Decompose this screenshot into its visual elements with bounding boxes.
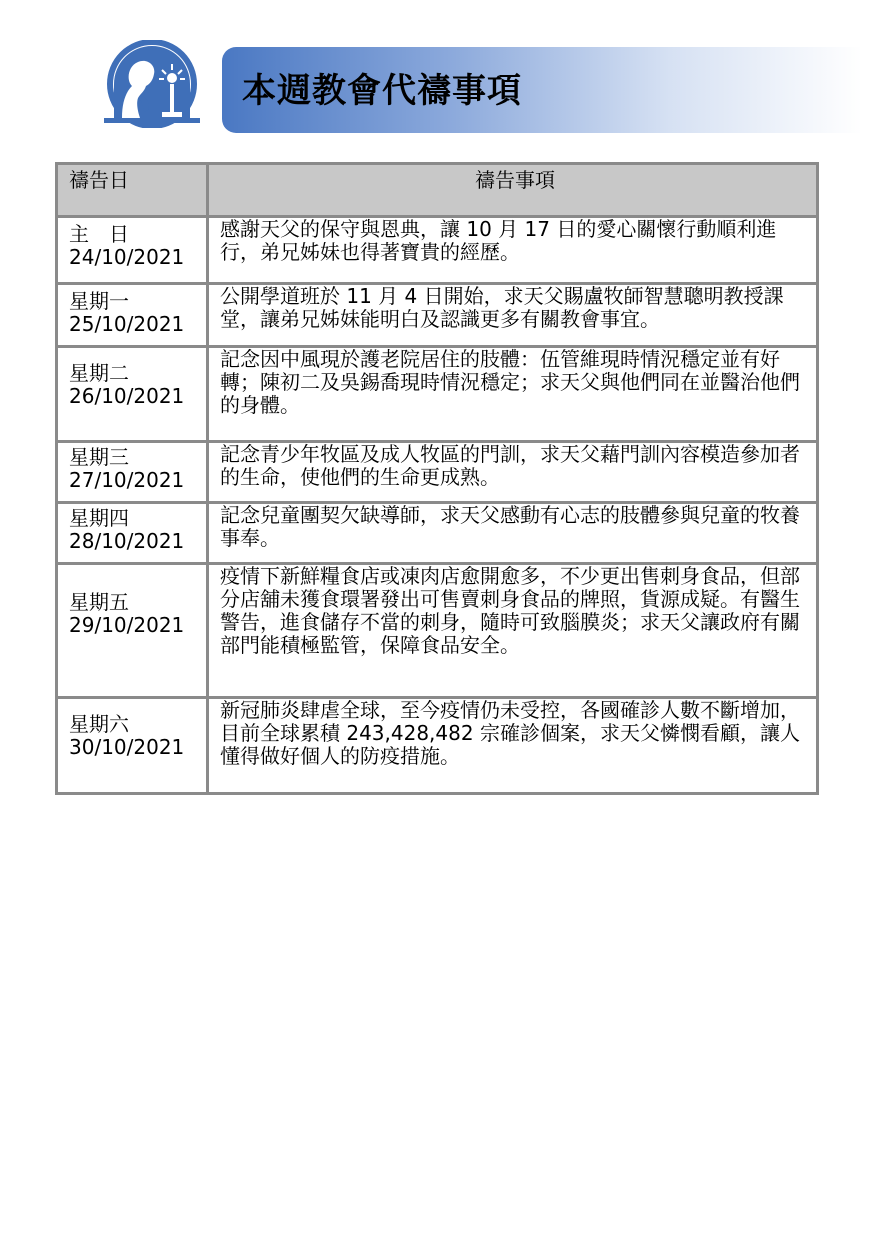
day-cell xyxy=(57,698,208,794)
day-date: 29/10/2021 xyxy=(69,613,185,637)
day-date: 30/10/2021 xyxy=(69,735,185,759)
header-prayer-item: 禱告事項 xyxy=(208,164,818,217)
day-name: 星期四 xyxy=(69,506,129,530)
day-cell xyxy=(57,217,208,284)
table-row xyxy=(57,442,818,503)
day-name: 星期二 xyxy=(69,361,129,385)
day-name: 星期五 xyxy=(69,590,129,614)
table-row xyxy=(57,698,818,794)
day-cell xyxy=(57,284,208,347)
day-cell xyxy=(57,503,208,564)
prayer-text: 新冠肺炎肆虐全球，至今疫情仍未受控，各國確診人數不斷增加，目前全球累積 243,428,482 宗確診個案，求天父憐憫看顧，讓人懂得做好個人的防疫措施。 xyxy=(208,698,818,794)
prayer-text: 公開學道班於 11 月 4 日開始，求天父賜盧牧師智慧聰明教授課堂，讓弟兄姊妹能明白及認識更多有關教會事宜。 xyxy=(208,284,818,347)
prayer-text: 感謝天父的保守與恩典，讓 10 月 17 日的愛心關懷行動順利進行，弟兄姊妹也得著寶貴的經歷。 xyxy=(208,217,818,284)
day-cell xyxy=(57,347,208,442)
table-row xyxy=(57,564,818,698)
prayer-text: 記念因中風現於護老院居住的肢體：伍管維現時情況穩定並有好轉；陳初二及吳錫喬現時情況穩定；求天父與他們同在並醫治他們的身體。 xyxy=(208,347,818,442)
prayer-text: 記念兒童團契欠缺導師，求天父感動有心志的肢體參與兒童的牧養事奉。 xyxy=(208,503,818,564)
table-row xyxy=(57,347,818,442)
day-date: 28/10/2021 xyxy=(69,529,185,553)
day-name: 主 日 xyxy=(69,222,129,246)
day-cell xyxy=(57,564,208,698)
title-banner xyxy=(222,47,862,133)
table-header-row xyxy=(57,164,818,217)
prayer-text: 疫情下新鮮糧食店或凍肉店愈開愈多，不少更出售刺身食品，但部分店舖未獲食環署發出可售賣刺身食品的牌照，貨源成疑。有醫生警告，進食儲存不當的刺身，隨時可致腦膜炎；求天父讓政府有關部門能積極監管，保障食品安全。 xyxy=(208,564,818,698)
day-cell xyxy=(57,442,208,503)
day-name: 星期一 xyxy=(69,289,129,313)
table-row xyxy=(57,217,818,284)
table-row xyxy=(57,503,818,564)
prayer-table xyxy=(55,162,819,795)
table-row xyxy=(57,284,818,347)
header-prayer-day: 禱告日 xyxy=(57,164,208,217)
day-name: 星期六 xyxy=(69,712,129,736)
day-name: 星期三 xyxy=(69,445,129,469)
prayer-text: 記念青少年牧區及成人牧區的門訓，求天父藉門訓內容模造參加者的生命，使他們的生命更成熟。 xyxy=(208,442,818,503)
day-date: 25/10/2021 xyxy=(69,312,185,336)
day-date: 26/10/2021 xyxy=(69,384,185,408)
page-title: 本週教會代禱事項 xyxy=(242,71,522,111)
church-logo-icon xyxy=(96,40,208,128)
day-date: 24/10/2021 xyxy=(69,245,185,269)
day-date: 27/10/2021 xyxy=(69,468,185,492)
